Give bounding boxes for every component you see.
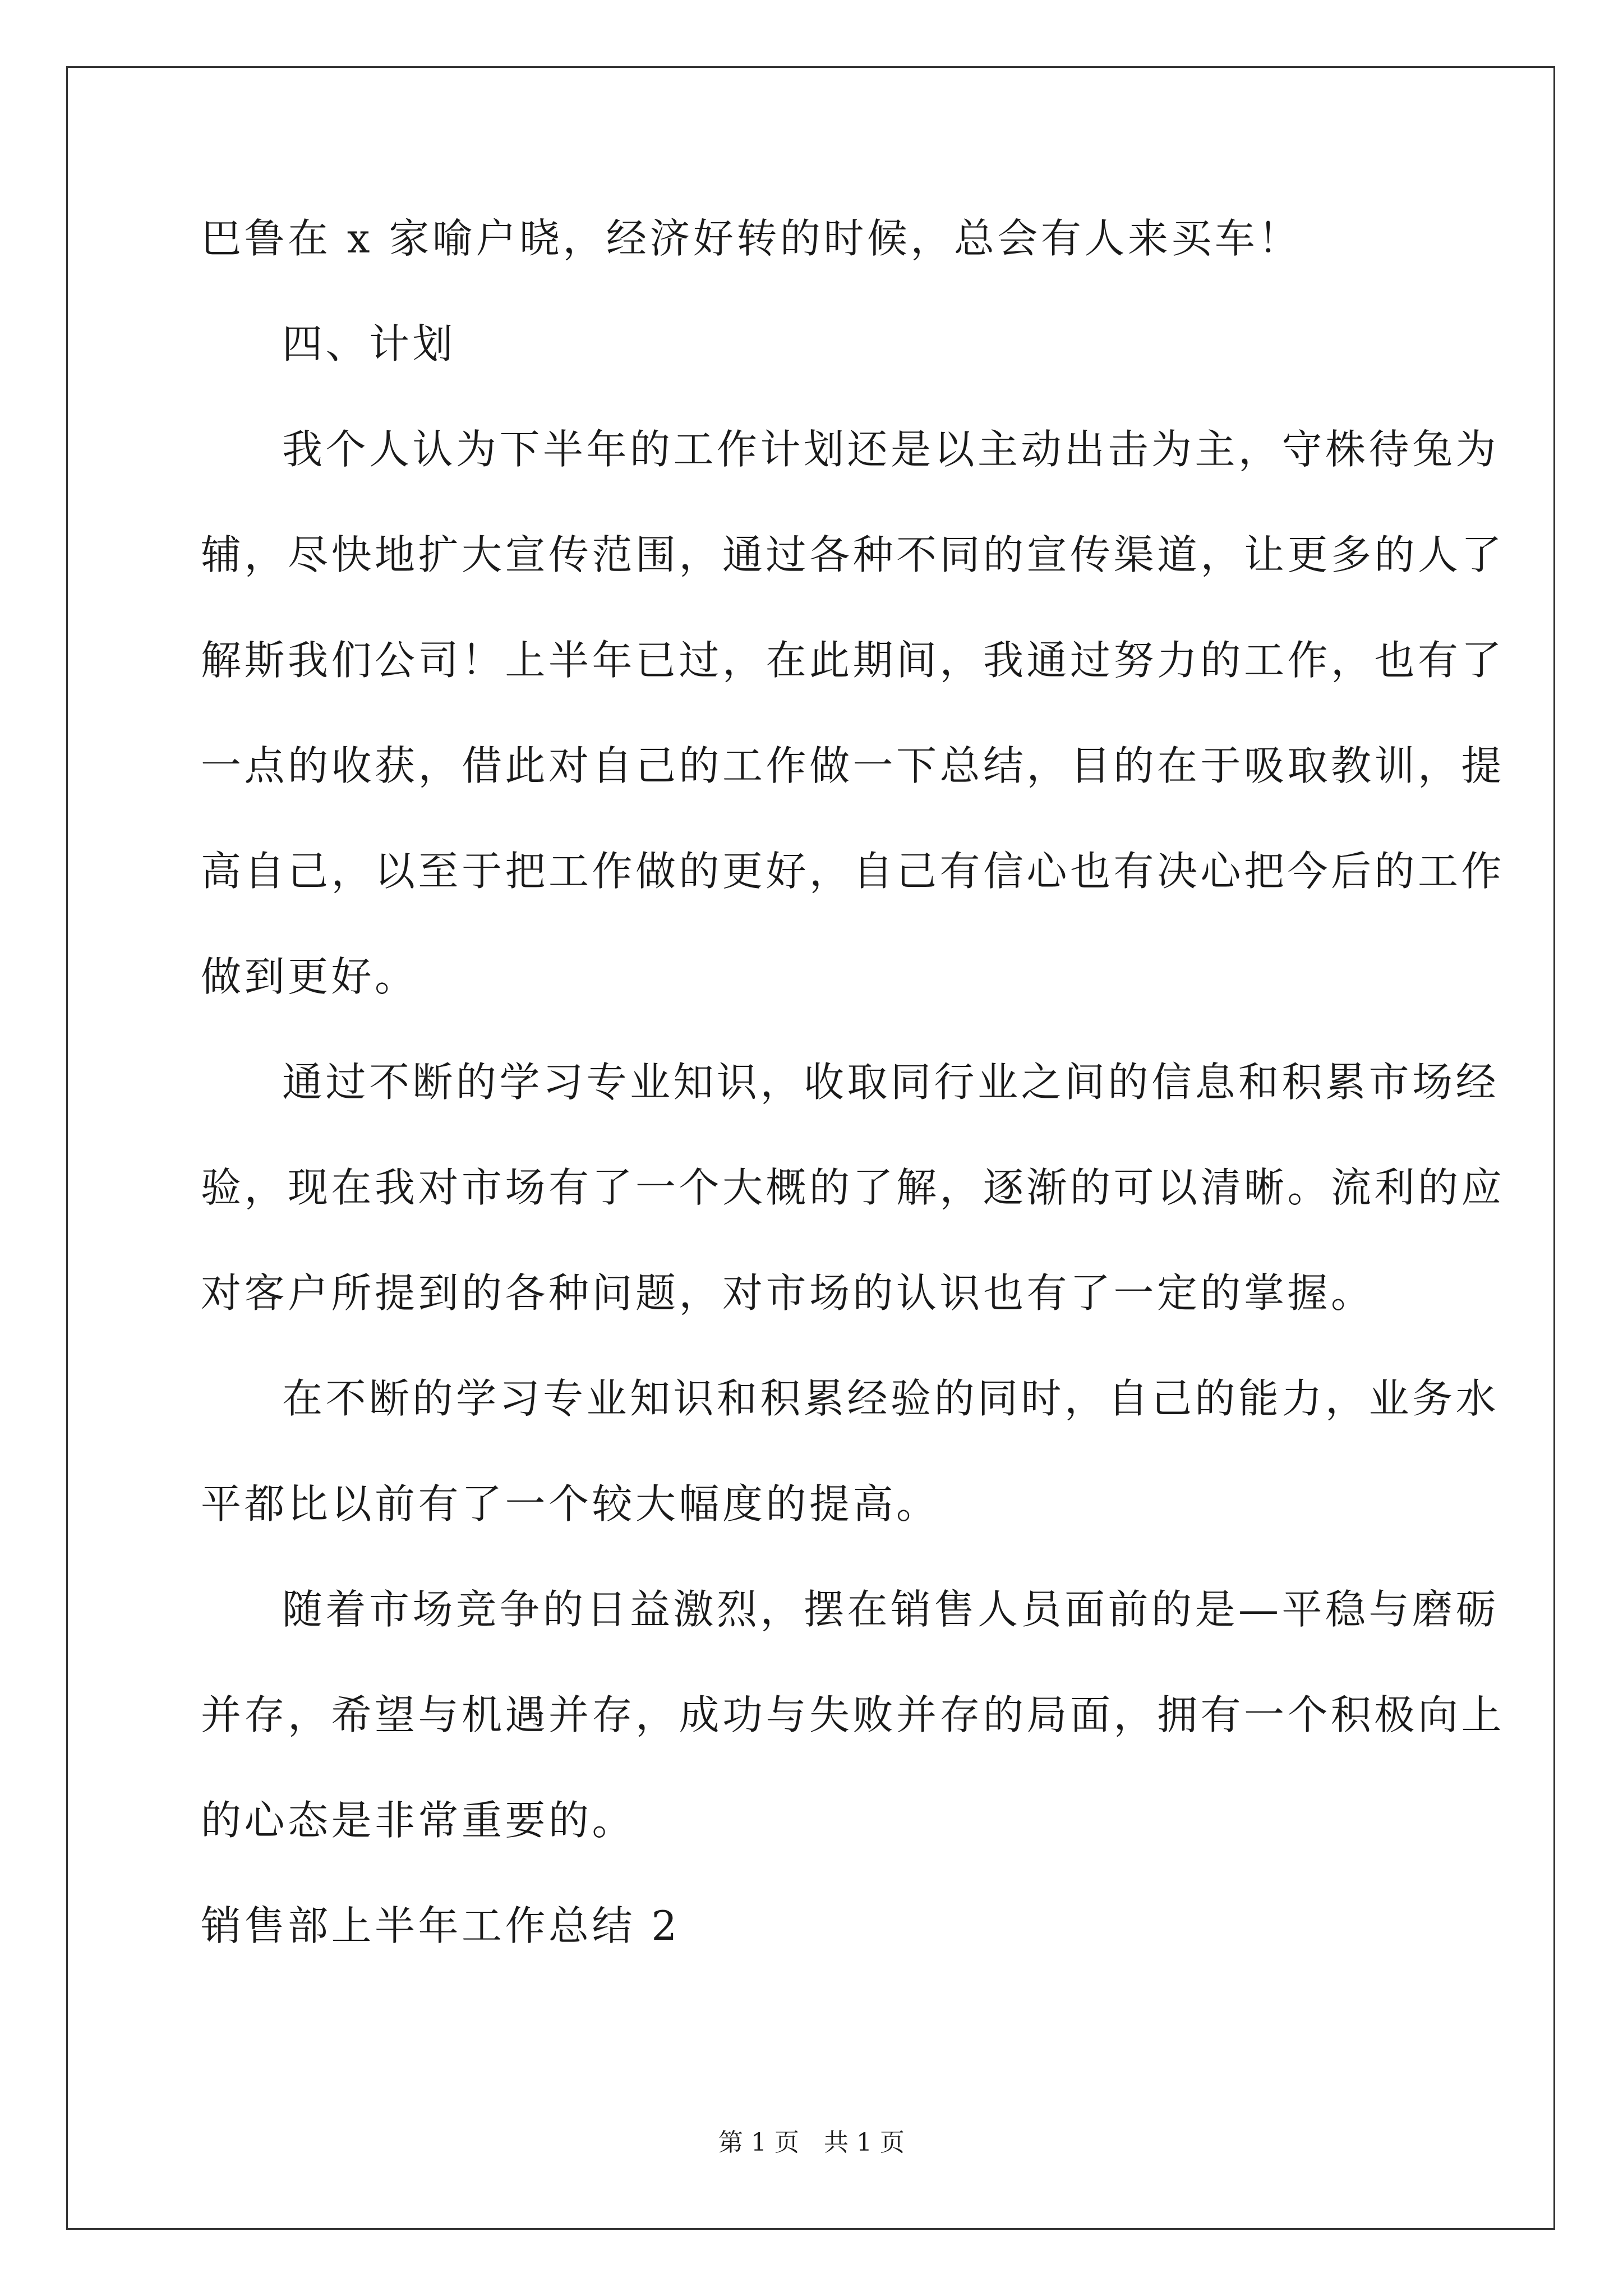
paragraph-line: 并存，希望与机遇并存，成功与失败并存的局面，拥有一个积极向上	[201, 1691, 1505, 1738]
paragraph-line: 验，现在我对市场有了一个大概的了解，逐渐的可以清晰。流利的应	[201, 1164, 1505, 1211]
paragraph-line: 巴鲁在 x 家喻户晓，经济好转的时候，总会有人来买车！	[201, 215, 1302, 262]
paragraph-line: 在不断的学习专业知识和积累经验的同时，自己的能力，业务水	[282, 1375, 1500, 1422]
paragraph-line: 一点的收获，借此对自己的工作做一下总结，目的在于吸取教训，提	[201, 742, 1505, 789]
document-title: 销售部上半年工作总结 2	[201, 1902, 680, 1949]
section-heading: 四、计划	[282, 320, 457, 367]
paragraph-line: 做到更好。	[201, 953, 418, 1000]
paragraph-line: 我个人认为下半年的工作计划还是以主动出击为主，守株待兔为	[282, 426, 1500, 473]
paragraph-line: 的心态是非常重要的。	[201, 1797, 636, 1844]
paragraph-line: 解斯我们公司！上半年已过，在此期间，我通过努力的工作，也有了	[201, 637, 1505, 684]
paragraph-line: 高自己，以至于把工作做的更好，自己有信心也有决心把今后的工作	[201, 848, 1505, 895]
paragraph-line: 随着市场竞争的日益激烈，摆在销售人员面前的是—平稳与磨砺	[282, 1586, 1500, 1633]
paragraph-line: 辅，尽快地扩大宣传范围，通过各种不同的宣传渠道，让更多的人了	[201, 531, 1505, 578]
paragraph-line: 通过不断的学习专业知识，收取同行业之间的信息和积累市场经	[282, 1059, 1500, 1106]
page-number-footer: 第 1 页 共 1 页	[718, 2128, 905, 2157]
paragraph-line: 对客户所提到的各种问题，对市场的认识也有了一定的掌握。	[201, 1269, 1375, 1317]
paragraph-line: 平都比以前有了一个较大幅度的提高。	[201, 1480, 940, 1527]
